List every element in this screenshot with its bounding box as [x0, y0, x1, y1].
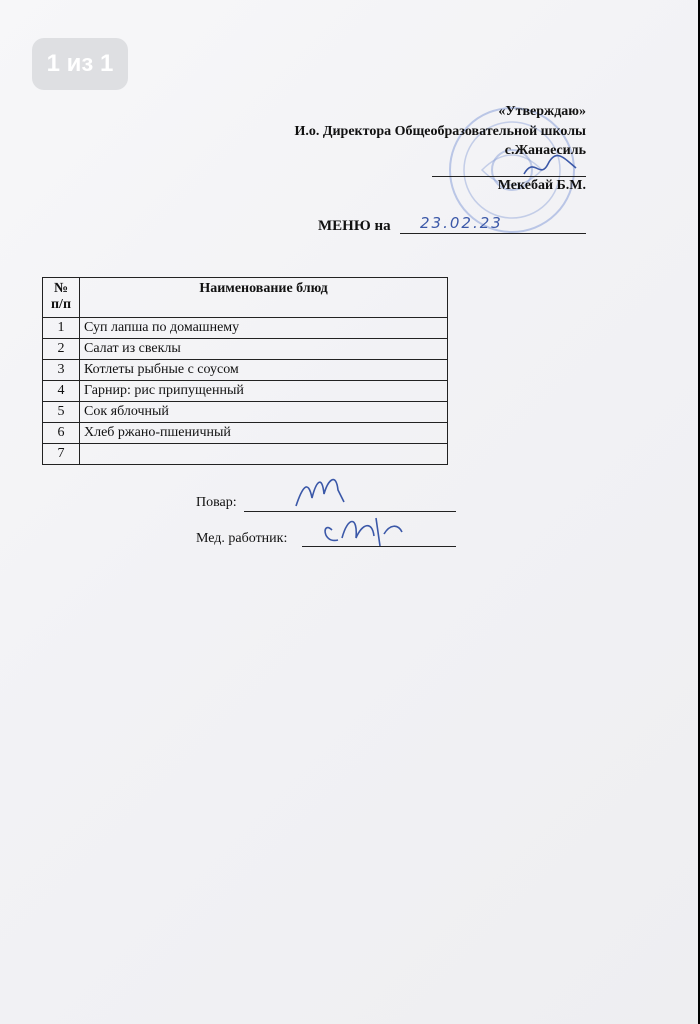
table-row: [43, 402, 448, 423]
row-number: 4: [43, 381, 80, 402]
row-number: 6: [43, 423, 80, 444]
row-dish: Котлеты рыбные с соусом: [80, 360, 448, 381]
row-dish: Гарнир: рис припущенный: [80, 381, 448, 402]
menu-table: [42, 277, 448, 465]
row-number: 3: [43, 360, 80, 381]
page-indicator-badge[interactable]: 1 из 1: [32, 38, 128, 90]
cook-label: Повар:: [196, 495, 237, 510]
approval-header: «Утверждаю»: [498, 104, 586, 119]
table-row: [43, 360, 448, 381]
table-header-row: [43, 278, 448, 318]
table-row: [43, 339, 448, 360]
table-row: [43, 381, 448, 402]
row-number: 1: [43, 318, 80, 339]
approval-position: И.о. Директора Общеобразовательной школы: [294, 124, 586, 139]
row-dish: Хлеб ржано-пшеничный: [80, 423, 448, 444]
approval-school: с.Жанаесиль: [504, 143, 586, 158]
row-dish: Сок яблочный: [80, 402, 448, 423]
table-row: [43, 318, 448, 339]
row-number: 5: [43, 402, 80, 423]
menu-title: МЕНЮ на: [318, 218, 391, 234]
row-dish: [80, 444, 448, 465]
row-dish: Салат из свеклы: [80, 339, 448, 360]
row-number: 7: [43, 444, 80, 465]
table-row: [43, 423, 448, 444]
medic-label: Мед. работник:: [196, 531, 288, 546]
row-dish: Суп лапша по домашнему: [80, 318, 448, 339]
medic-signature: [318, 510, 404, 550]
menu-date-line: [400, 233, 586, 234]
table-row: [43, 444, 448, 465]
approval-name: Мекебай Б.М.: [497, 178, 586, 193]
header-number: № п/п: [43, 278, 80, 318]
header-dish-name: Наименование блюд: [80, 278, 448, 318]
row-number: 2: [43, 339, 80, 360]
menu-date-handwritten: 23.02.23: [420, 214, 503, 232]
cook-signature: [290, 468, 350, 512]
